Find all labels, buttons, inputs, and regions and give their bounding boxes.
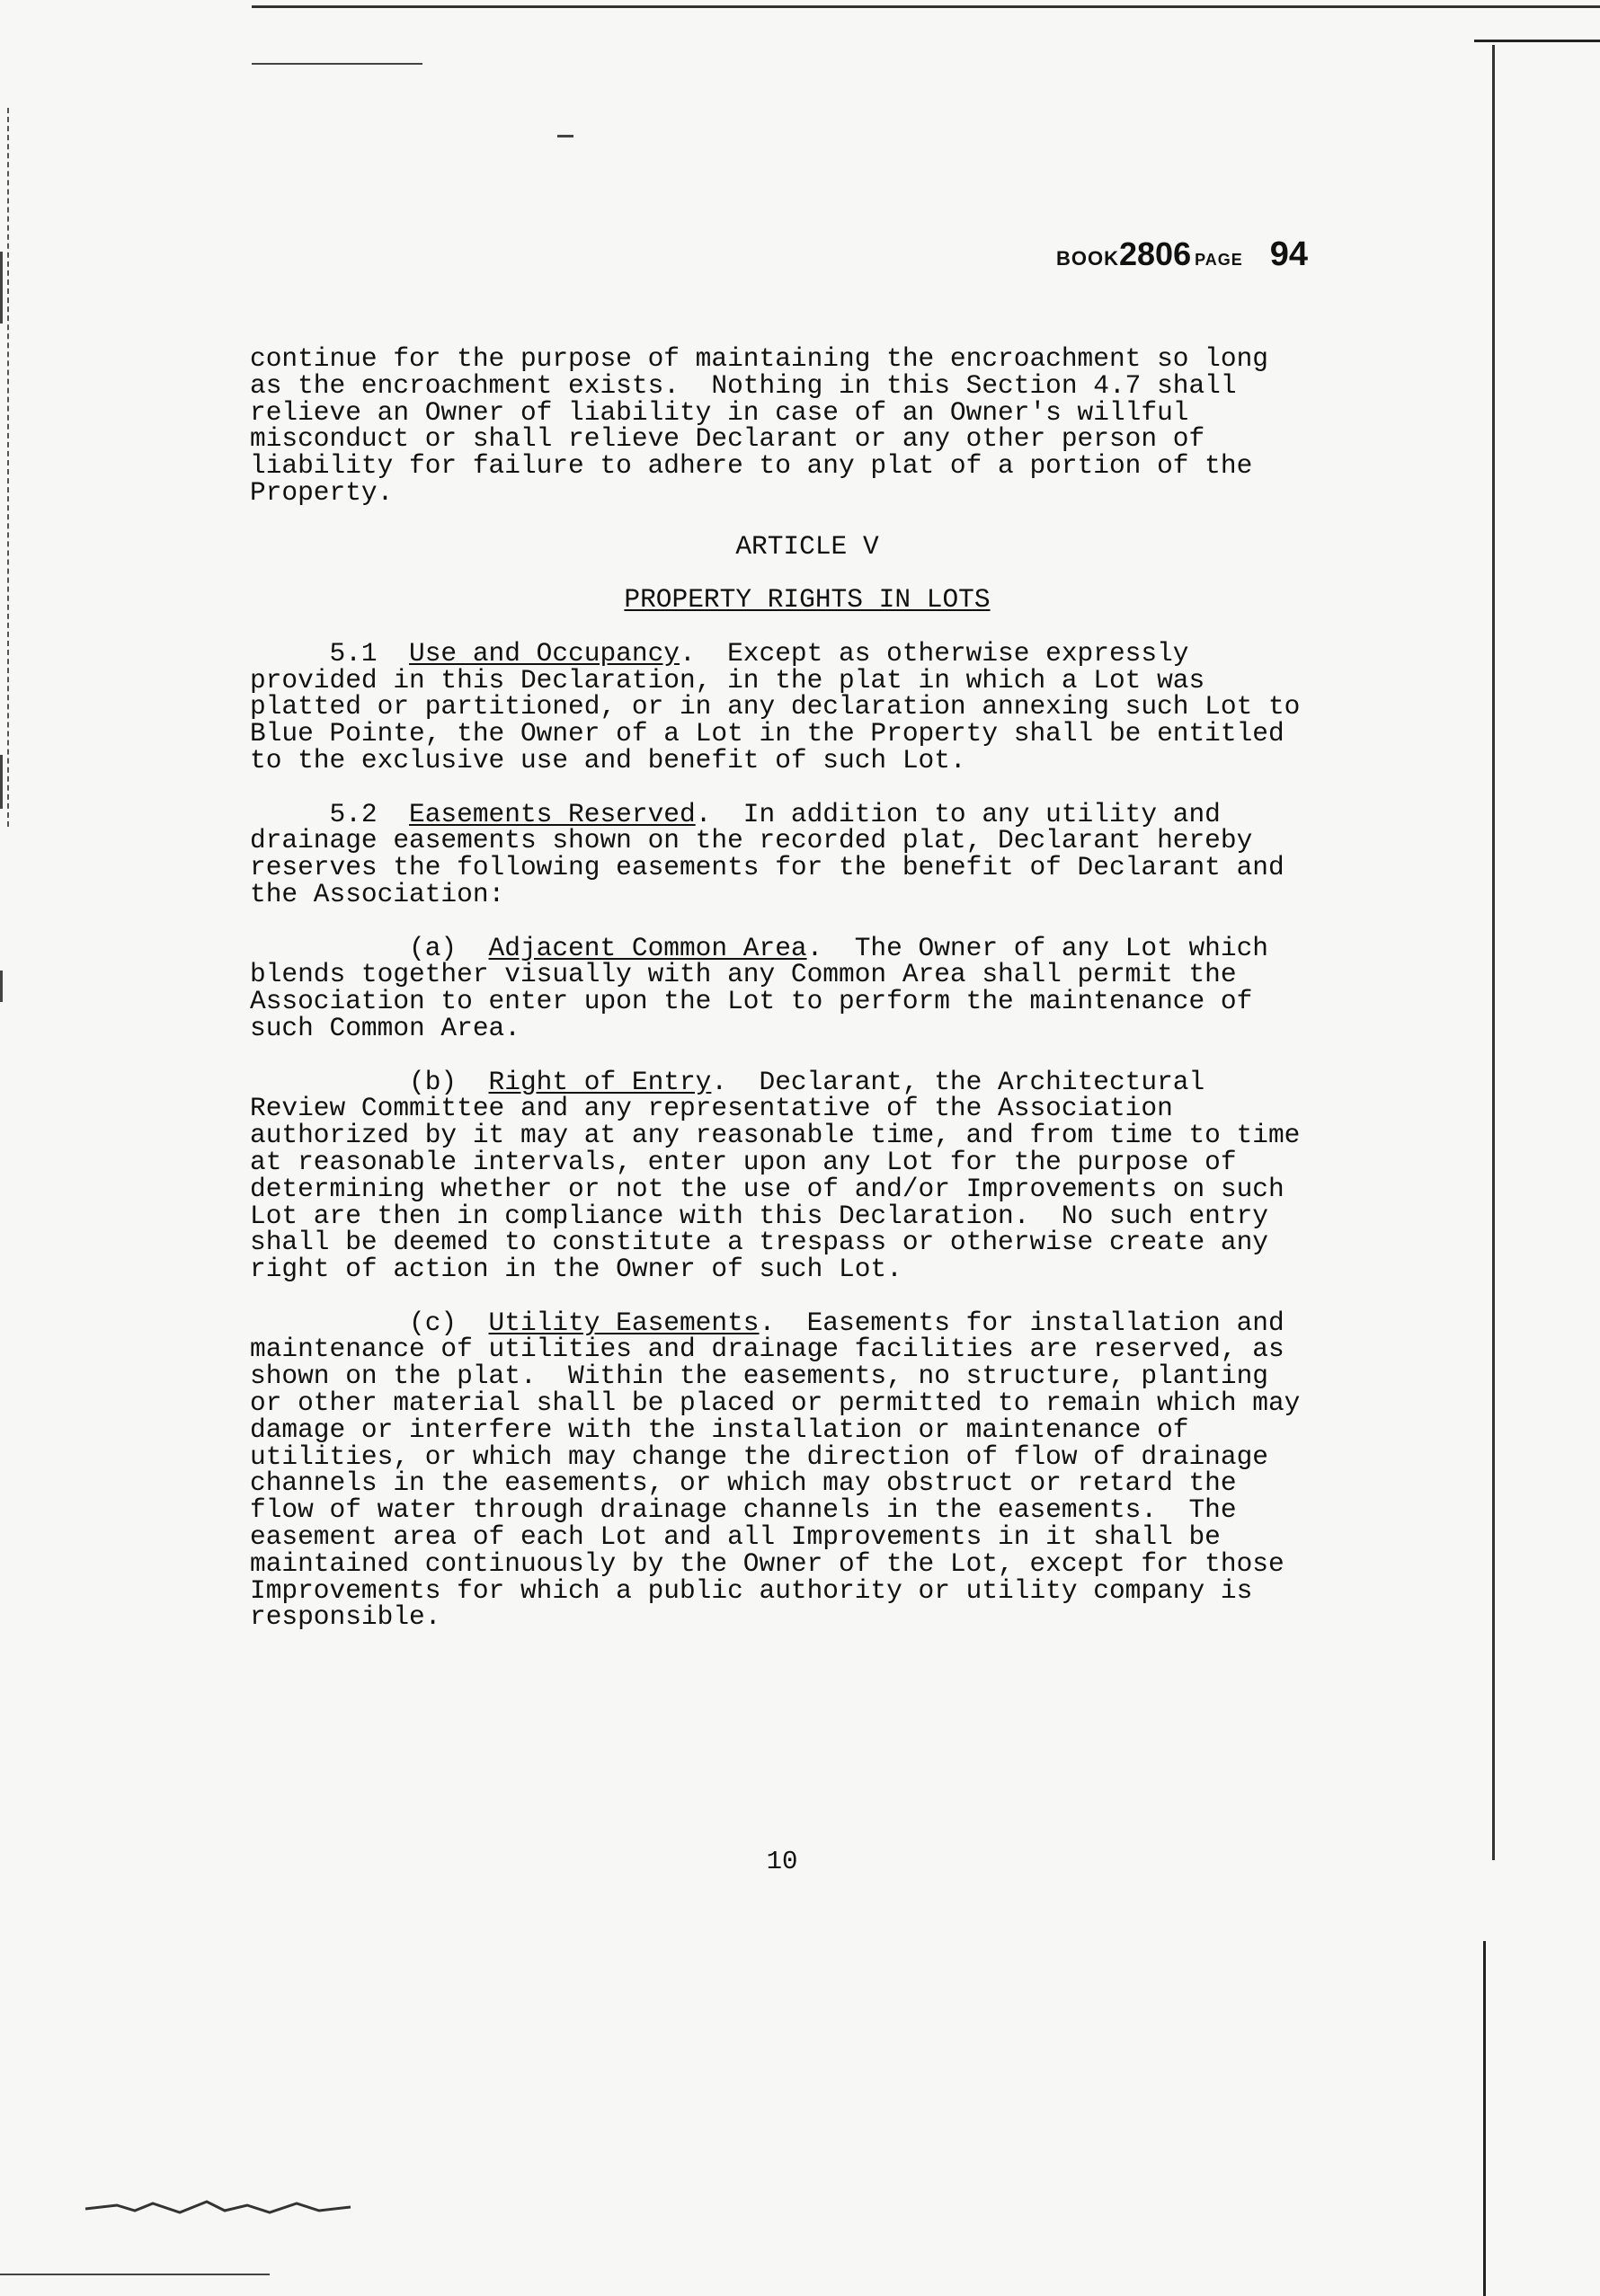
text-line: Property. <box>250 476 394 508</box>
section-number: 5.2 <box>250 798 410 829</box>
text-line: easement area of each Lot and all Improvements in it shall be <box>250 1521 1221 1553</box>
text-line: Lot are then in compliance with this Declaration. No such entry <box>250 1200 1268 1231</box>
subsection-label: (a) <box>250 932 489 963</box>
text-line: drainage easements shown on the recorded plat, Declarant hereby <box>250 825 1253 856</box>
text-line: such Common Area. <box>250 1012 520 1043</box>
text-line: maintained continuously by the Owner of the Lot, except for those <box>250 1547 1284 1579</box>
subsection-label: (b) <box>250 1066 489 1097</box>
scan-edge-right <box>1492 45 1495 1860</box>
text-line: misconduct or shall relieve Declarant or any other person of <box>250 423 1205 455</box>
text-line: or other material shall be placed or permitted to remain which may <box>250 1387 1301 1419</box>
text-line: utilities, or which may change the direction of flow of drainage <box>250 1441 1268 1472</box>
text-line: reserves the following easements for the benefit of Declarant and <box>250 852 1284 883</box>
text-line: Blue Pointe, the Owner of a Lot in the Property shall be entitled <box>250 718 1284 749</box>
scan-mark <box>0 755 3 809</box>
scan-mark <box>252 63 422 65</box>
scan-edge-top-right <box>1474 40 1600 42</box>
text-line: damage or interfere with the installation or maintenance of <box>250 1414 1189 1445</box>
section-text: . Except as otherwise expressly <box>679 637 1189 669</box>
text-line: authorized by it may at any reasonable time, and from time to time <box>250 1120 1301 1151</box>
article-heading: ARTICLE V <box>735 530 879 562</box>
text-line: shall be deemed to constitute a trespass or otherwise create any <box>250 1227 1268 1258</box>
text-line: continue for the purpose of maintaining the encroachment so long <box>250 343 1268 374</box>
text-line: relieve an Owner of liability in case of an Owner's willful <box>250 396 1189 428</box>
document-body <box>250 343 1364 1633</box>
section-title: Use and Occupancy <box>409 637 680 669</box>
subsection-c-first-line <box>250 1307 1364 1338</box>
scan-edge-right-lower <box>1483 1941 1486 2296</box>
text-line: channels in the easements, or which may obstruct or retard the <box>250 1467 1237 1499</box>
article-title-text: PROPERTY RIGHTS IN LOTS <box>624 584 991 616</box>
subsection-title: Utility Easements <box>488 1307 760 1338</box>
subsection-text: . Declarant, the Architectural <box>711 1066 1205 1097</box>
text-line: shown on the plat. Within the easements, no structure, planting <box>250 1361 1268 1392</box>
text-line: Review Committee and any representative of the Association <box>250 1093 1173 1124</box>
scan-mark <box>0 971 3 1002</box>
page-label: PAGE <box>1195 251 1243 269</box>
book-number: 2806 <box>1119 235 1192 272</box>
text-line: right of action in the Owner of such Lot. <box>250 1254 902 1285</box>
scan-edge-left <box>7 108 9 827</box>
text-line: determining whether or not the use of and/or Improvements on such <box>250 1173 1284 1204</box>
subsection-title: Adjacent Common Area <box>488 932 807 963</box>
text-line: flow of water through drainage channels in the easements. The <box>250 1494 1237 1526</box>
section-5-2-first-line <box>250 798 1364 829</box>
scan-mark <box>0 252 3 324</box>
subsection-label: (c) <box>250 1307 489 1338</box>
footer-page-number: 10 <box>766 1847 798 1876</box>
text-line: platted or partitioned, or in any declaration annexing such Lot to <box>250 691 1301 722</box>
section-5-1-first-line <box>250 637 1364 669</box>
text-line: blends together visually with any Common Area shall permit the <box>250 959 1237 990</box>
subsection-title: Right of Entry <box>488 1066 712 1097</box>
section-title: Easements Reserved <box>409 798 696 829</box>
text-line: provided in this Declaration, in the plat in which a Lot was <box>250 664 1205 696</box>
book-page-stamp <box>1056 235 1308 274</box>
section-text: . In addition to any utility and <box>695 798 1221 829</box>
text-line: liability for failure to adhere to any plat of a portion of the <box>250 450 1253 482</box>
subsection-text: . The Owner of any Lot which <box>806 932 1268 963</box>
text-line: at reasonable intervals, enter upon any Lot for the purpose of <box>250 1146 1237 1177</box>
text-line: maintenance of utilities and drainage facilities are reserved, as <box>250 1334 1284 1365</box>
subsection-text: . Easements for installation and <box>759 1307 1284 1338</box>
book-label: BOOK <box>1056 247 1119 270</box>
scan-mark <box>0 2274 270 2275</box>
page-number: 94 <box>1269 235 1309 273</box>
text-line: the Association: <box>250 878 505 909</box>
text-line: responsible. <box>250 1601 441 1633</box>
text-line: to the exclusive use and benefit of such Lot. <box>250 744 966 776</box>
handwritten-scribble <box>81 2193 378 2220</box>
scan-edge-top <box>252 5 1600 12</box>
scan-mark <box>557 135 573 137</box>
subsection-a-first-line <box>250 932 1364 963</box>
text-line: Improvements for which a public authority or utility company is <box>250 1574 1253 1606</box>
article-title <box>250 584 1364 616</box>
text-line: as the encroachment exists. Nothing in this Section 4.7 shall <box>250 369 1237 401</box>
subsection-b-first-line <box>250 1066 1364 1097</box>
text-line: Association to enter upon the Lot to perform the maintenance of <box>250 986 1253 1017</box>
section-number: 5.1 <box>250 637 410 669</box>
